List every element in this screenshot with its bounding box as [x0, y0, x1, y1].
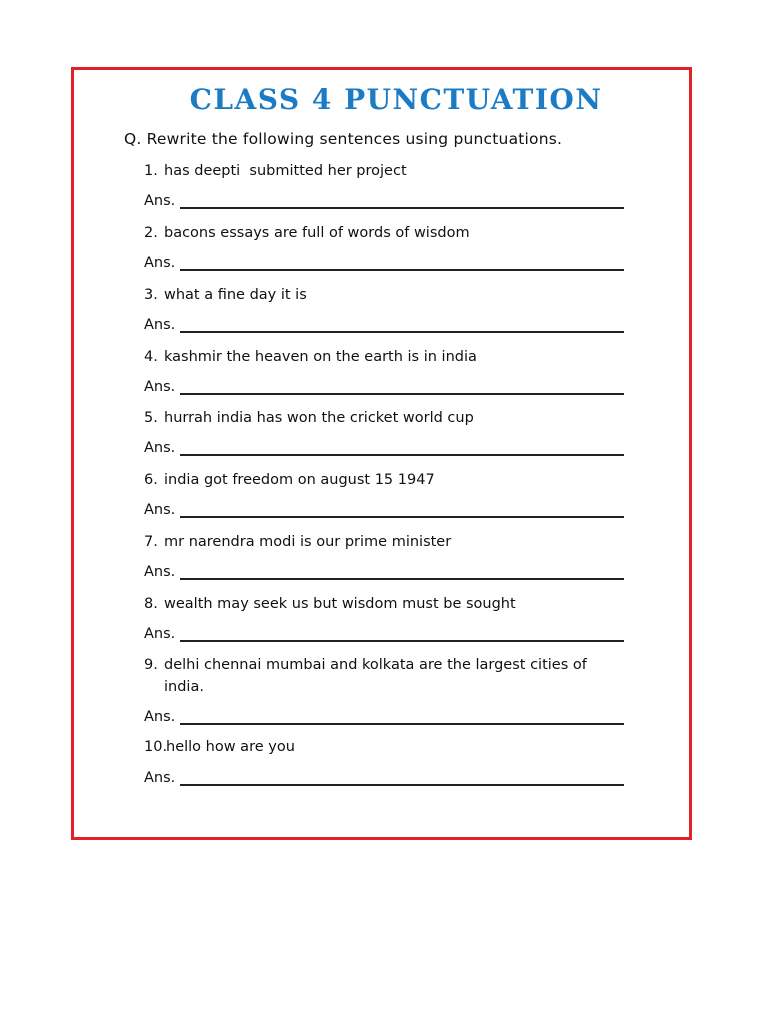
item-sentence: india got freedom on august 15 1947: [164, 472, 435, 488]
answer-line-3[interactable]: [144, 314, 624, 336]
answer-label: Ans.: [144, 193, 176, 209]
item-sentence: delhi chennai mumbai and kolkata are the largest cities of: [164, 657, 587, 673]
question-item-1: [144, 160, 624, 182]
question-item-10: [144, 736, 624, 758]
answer-line-1[interactable]: [144, 190, 624, 212]
answer-blank[interactable]: [180, 768, 624, 786]
item-number: 9.: [144, 657, 158, 673]
item-sentence: hurrah india has won the cricket world cup: [164, 410, 474, 426]
item-number: 8.: [144, 596, 158, 612]
question-item-4: [144, 346, 624, 368]
item-sentence: has deepti submitted her project: [164, 163, 407, 179]
answer-line-5[interactable]: [144, 437, 624, 459]
item-number: 6.: [144, 472, 158, 488]
answer-line-10[interactable]: [144, 767, 624, 789]
answer-blank[interactable]: [180, 377, 624, 395]
item-sentence: what a fine day it is: [164, 287, 307, 303]
answer-blank[interactable]: [180, 707, 624, 725]
answer-blank[interactable]: [180, 624, 624, 642]
item-number: 3.: [144, 287, 158, 303]
question-item-8: [144, 593, 624, 615]
item-sentence: mr narendra modi is our prime minister: [164, 534, 452, 550]
answer-line-7[interactable]: [144, 561, 624, 583]
answer-blank[interactable]: [180, 191, 624, 209]
question-item-9-continued: [144, 676, 624, 698]
answer-label: Ans.: [144, 626, 176, 642]
item-sentence: hello how are you: [166, 739, 295, 755]
item-sentence-continued: india.: [164, 679, 204, 695]
answer-blank[interactable]: [180, 438, 624, 456]
answer-label: Ans.: [144, 770, 176, 786]
answer-line-4[interactable]: [144, 376, 624, 398]
answer-line-2[interactable]: [144, 252, 624, 274]
question-item-7: [144, 531, 624, 553]
answer-label: Ans.: [144, 440, 176, 456]
item-sentence: wealth may seek us but wisdom must be sought: [164, 596, 516, 612]
answer-blank[interactable]: [180, 315, 624, 333]
answer-label: Ans.: [144, 564, 176, 580]
answer-label: Ans.: [144, 317, 176, 333]
item-number: 2.: [144, 225, 158, 241]
item-number: 4.: [144, 349, 158, 365]
item-sentence: bacons essays are full of words of wisdom: [164, 225, 470, 241]
answer-label: Ans.: [144, 255, 176, 271]
answer-blank[interactable]: [180, 253, 624, 271]
question-item-6: [144, 469, 624, 491]
answer-label: Ans.: [144, 709, 176, 725]
item-sentence: kashmir the heaven on the earth is in india: [164, 349, 477, 365]
question-item-3: [144, 284, 624, 306]
question-item-2: [144, 222, 624, 244]
item-number: 1.: [144, 163, 158, 179]
answer-label: Ans.: [144, 502, 176, 518]
question-item-5: [144, 407, 624, 429]
item-number: 10.: [144, 739, 168, 755]
answer-label: Ans.: [144, 379, 176, 395]
item-number: 5.: [144, 410, 158, 426]
worksheet-title: CLASS 4 PUNCTUATION: [189, 83, 603, 116]
question-item-9: [144, 654, 624, 676]
question-instruction: Q. Rewrite the following sentences using punctuations.: [124, 130, 563, 148]
answer-line-6[interactable]: [144, 499, 624, 521]
answer-blank[interactable]: [180, 562, 624, 580]
answer-line-8[interactable]: [144, 623, 624, 645]
answer-blank[interactable]: [180, 500, 624, 518]
answer-line-9[interactable]: [144, 706, 624, 728]
item-number: 7.: [144, 534, 158, 550]
